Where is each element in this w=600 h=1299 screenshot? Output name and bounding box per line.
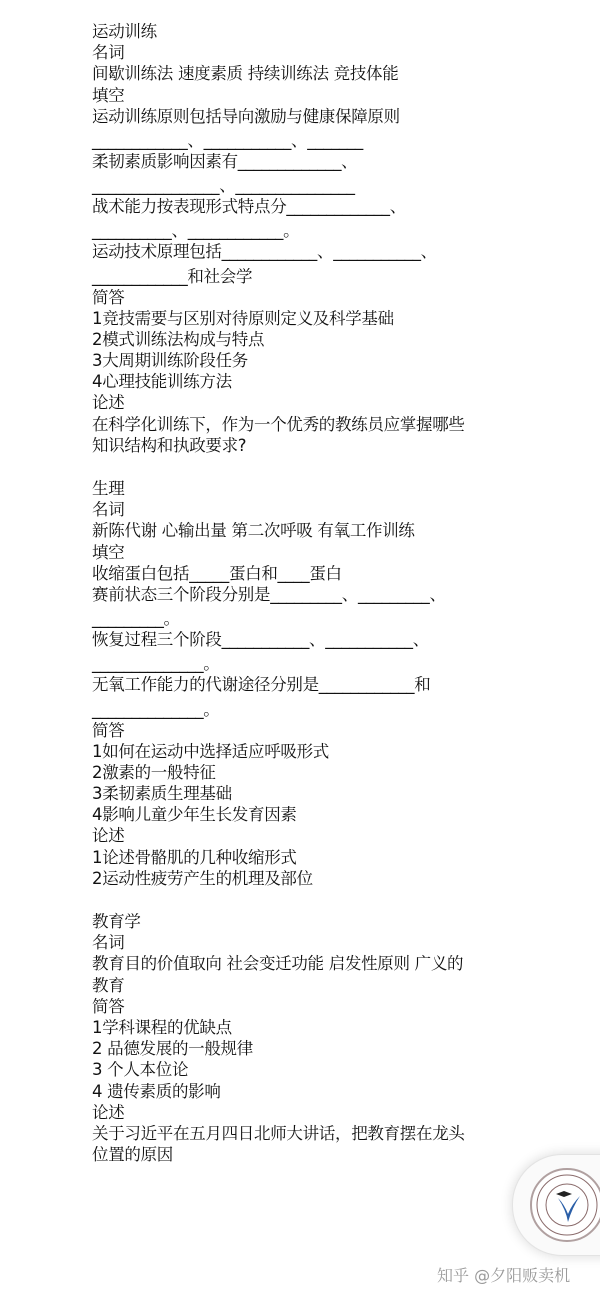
section-spacer [92,889,592,911]
university-logo-icon [530,1168,600,1242]
text-line: 2运动性疲劳产生的机理及部位 [92,868,313,888]
text-line: 新陈代谢 心输出量 第二次呼吸 有氧工作训练 [92,521,415,541]
text-line: 论述 [92,1102,125,1122]
section-spacer [92,456,592,478]
text-line: __________、____________。 [92,221,300,241]
text-line: 4心理技能训练方法 [92,372,232,392]
text-line: 简答 [92,287,125,307]
text-line: 1如何在运动中选择适应呼吸形式 [92,741,329,761]
text-line: 运动技术原理包括____________、___________、 [92,242,437,262]
section-pedagogy [92,911,592,1165]
text-line: 4 遗传素质的影响 [92,1081,221,1101]
text-line: ______________。 [92,654,220,674]
text-line: 2激素的一般特征 [92,762,216,782]
floating-logo-badge[interactable] [512,1154,600,1256]
zhihu-watermark: 知乎 @夕阳贩卖机 [437,1266,571,1285]
text-line: 柔韧素质影响因素有_____________、 [92,151,358,171]
section-title: 教育学 [92,912,141,931]
text-line: ____________、___________、_______ [92,130,363,150]
section-title: 生理 [92,479,125,498]
text-line: ____________和社会学 [92,266,253,286]
text-line: ________________、_______________ [92,176,355,196]
text-line: 填空 [92,85,125,105]
text-line: 运动训练原则包括导向激励与健康保障原则 [92,106,400,126]
text-line: ______________。 [92,699,220,719]
text-line: 教育目的价值取向 社会变迁功能 启发性原则 广义的 [92,954,464,974]
text-line: 2 品德发展的一般规律 [92,1039,253,1059]
text-line: 名词 [92,43,125,63]
text-line: 知识结构和执政要求? [92,435,247,455]
text-line: 在科学化训练下，作为一个优秀的教练员应掌握哪些 [92,414,465,434]
section-physiology [92,478,592,889]
text-line: 无氧工作能力的代谢途径分别是____________和 [92,675,431,695]
text-line: 3 个人本位论 [92,1060,189,1080]
text-line: 3柔韧素质生理基础 [92,784,232,804]
text-line: 1学科课程的优缺点 [92,1017,232,1037]
text-line: 1竞技需要与区别对待原则定义及科学基础 [92,308,394,328]
text-line: 简答 [92,720,125,740]
section-sports-training [92,21,592,456]
text-line: 赛前状态三个阶段分别是_________、_________、 [92,584,446,604]
text-line: 名词 [92,500,125,520]
text-line: 2模式训练法构成与特点 [92,329,265,349]
text-line: 4影响儿童少年生长发育因素 [92,805,297,825]
text-line: 教育 [92,975,125,995]
text-line: 名词 [92,933,125,953]
text-line: 论述 [92,393,125,413]
text-line: 简答 [92,996,125,1016]
text-line: 收缩蛋白包括_____蛋白和____蛋白 [92,563,342,583]
text-line: 3大周期训练阶段任务 [92,351,248,371]
text-line: 位置的原因 [92,1145,174,1165]
section-title: 运动训练 [92,22,157,41]
text-line: _________。 [92,609,180,629]
text-line: 间歇训练法 速度素质 持续训练法 竞技体能 [92,64,399,84]
text-line: 论述 [92,826,125,846]
text-line: 填空 [92,542,125,562]
text-line: 恢复过程三个阶段___________、___________、 [92,630,429,650]
text-line: 战术能力按表现形式特点分_____________、 [92,197,406,217]
document-body [92,21,592,1165]
text-line: 关于习近平在五月四日北师大讲话，把教育摆在龙头 [92,1123,465,1143]
text-line: 1论述骨骼肌的几种收缩形式 [92,847,297,867]
